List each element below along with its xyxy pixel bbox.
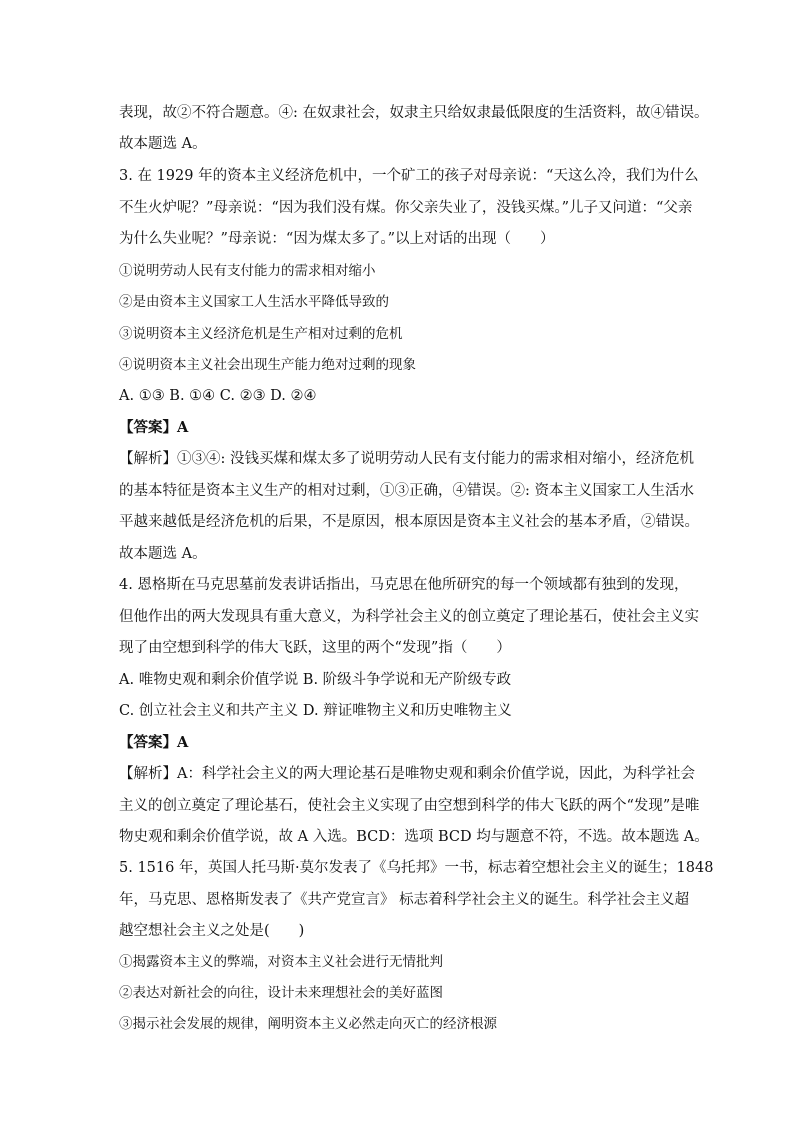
text-line: 为什么失业呢？”母亲说：“因为煤太多了。”以上对话的出现（ ） — [119, 231, 555, 247]
text-line: 故本题选 A。 — [119, 546, 207, 562]
statement-item: ③说明资本主义经济危机是生产相对过剩的危机 — [119, 326, 403, 342]
statement-item: ②表达对新社会的向往，设计未来理想社会的美好蓝图 — [119, 985, 443, 1001]
analysis-text: 【解析】①③④: 没钱买煤和煤太多了说明劳动人民有支付能力的需求相对缩小，经济危机 — [119, 451, 694, 467]
text-line: 现了由空想到科学的伟大飞跃，这里的两个“发现”指（ ） — [119, 640, 511, 656]
question-5-stem: 5. 1516 年，英国人托马斯·莫尔发表了《乌托邦》一书，标志着空想社会主义的诞生；1848 — [119, 860, 714, 876]
answer-options: A. 唯物史观和剩余价值学说 B. 阶级斗争学说和无产阶级专政 — [119, 672, 512, 688]
statement-item: ④说明资本主义社会出现生产能力绝对过剩的现象 — [119, 357, 416, 373]
text-line: 物史观和剩余价值学说，故 A 入选。BCD：选项 BCD 均与题意不符，不选。故本题选 A。 — [119, 829, 709, 845]
text-line: 平越来越低是经济危机的后果，不是原因，根本原因是资本主义社会的基本矛盾，②错误。 — [119, 514, 699, 530]
text-line: 不生火炉呢？”母亲说：“因为我们没有煤。你父亲失业了，没钱买煤。”儿子又问道：“父亲 — [119, 200, 693, 216]
text-line: 越空想社会主义之处是( ) — [119, 923, 305, 939]
question-4-stem: 4. 恩格斯在马克思墓前发表讲话指出，马克思在他所研究的每一个领域都有独到的发现， — [119, 577, 689, 593]
answer-label: 【答案】A — [119, 419, 189, 436]
statement-item: ①说明劳动人民有支付能力的需求相对缩小 — [119, 263, 376, 279]
statement-item: ①揭露资本主义的弊端，对资本主义社会进行无情批判 — [119, 954, 443, 970]
answer-options: A. ①③ B. ①④ C. ②③ D. ②④ — [119, 388, 317, 404]
statement-item: ②是由资本主义国家工人生活水平降低导致的 — [119, 294, 389, 310]
text-line: 的基本特征是资本主义生产的相对过剩，①③正确，④错误。②: 资本主义国家工人生活水 — [119, 483, 694, 499]
text-line: 表现，故②不符合题意。④: 在奴隶社会，奴隶主只给奴隶最低限度的生活资料，故④错误。 — [119, 105, 709, 121]
question-3-stem: 3. 在 1929 年的资本主义经济危机中，一个矿工的孩子对母亲说：“天这么冷，我们为什么 — [119, 168, 699, 184]
answer-label: 【答案】A — [119, 734, 189, 751]
text-line: 年，马克思、恩格斯发表了《共产党宣言》 标志着科学社会主义的诞生。科学社会主义超 — [119, 892, 690, 908]
answer-options: C. 创立社会主义和共产主义 D. 辩证唯物主义和历史唯物主义 — [119, 703, 512, 719]
statement-item: ③揭示社会发展的规律，阐明资本主义必然走向灭亡的经济根源 — [119, 1016, 497, 1032]
text-line: 但他作出的两大发现具有重大意义，为科学社会主义的创立奠定了理论基石，使社会主义实 — [119, 609, 699, 625]
text-line: 故本题选 A。 — [119, 136, 207, 152]
analysis-text: 【解析】A：科学社会主义的两大理论基石是唯物史观和剩余价值学说，因此，为科学社会 — [119, 766, 695, 782]
text-line: 主义的创立奠定了理论基石，使社会主义实现了由空想到科学的伟大飞跃的两个“发现”是唯 — [119, 798, 700, 814]
